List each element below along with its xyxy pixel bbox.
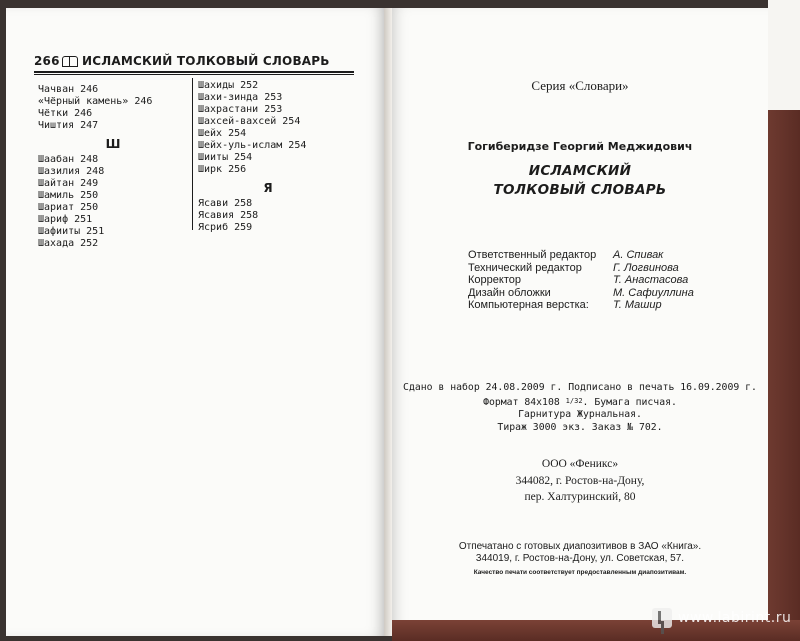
watermark [652, 608, 792, 632]
index-entry: Шамиль 250 [38, 190, 99, 201]
credit-role: Компьютерная верстка: [468, 299, 589, 312]
index-entry: Шахада 252 [38, 238, 99, 249]
index-entry: Ясавия 258 [198, 210, 259, 221]
book-title-line-1: ИСЛАМСКИЙ [528, 163, 632, 179]
index-entry: Шахсей-вахсей 254 [198, 116, 301, 127]
index-column-left [38, 84, 188, 250]
credit-name: Т. Машир [613, 299, 662, 312]
imprint-circulation: Тираж 3000 экз. Заказ № 702. [497, 421, 663, 433]
index-letter-heading: Ш [105, 137, 121, 151]
index-entry: Ширк 256 [198, 164, 247, 175]
imprint-format-fraction: 1/32 [565, 396, 583, 405]
credit-name: Т. Анастасова [613, 274, 689, 287]
series-name: Серия «Словари» [531, 78, 629, 93]
index-entry: Ясави 258 [198, 198, 253, 209]
credit-role: Ответственный редактор [468, 249, 597, 261]
index-letter-heading: Я [263, 181, 273, 195]
labirint-logo-icon [652, 608, 672, 628]
index-entry: Шариф 251 [38, 214, 93, 225]
index-entry: Шазилия 248 [38, 166, 105, 177]
index-entry: Шариат 250 [38, 202, 99, 213]
imprint-paper: . Бумага писчая. [582, 396, 677, 408]
header-rule [34, 71, 354, 73]
index-entry: Шейх-уль-ислам 254 [198, 140, 307, 151]
background-top-right [768, 0, 800, 110]
cover-edge [768, 110, 800, 641]
book-title [392, 162, 768, 200]
imprint-format-size: Формат 84х108 [483, 396, 560, 408]
credit-name: Г. Логвинова [613, 261, 679, 274]
credit-role: Дизайн обложки [468, 286, 551, 299]
book-gutter [384, 8, 392, 636]
open-book-icon [62, 56, 78, 67]
running-head [34, 54, 354, 70]
author-name: Гогиберидзе Георгий Меджидович [467, 140, 693, 153]
imprint-format [392, 395, 768, 410]
publisher-city: 344082, г. Ростов-на-Дону, [515, 474, 645, 487]
index-entry: Чётки 246 [38, 108, 93, 119]
imprint-block [392, 382, 768, 434]
running-head-title: ИСЛАМСКИЙ ТОЛКОВЫЙ СЛОВАРЬ [82, 54, 330, 68]
publisher-block [392, 456, 768, 506]
index-entry: «Чёрный камень» 246 [38, 96, 153, 107]
index-entry: Шейх 254 [198, 128, 247, 139]
index-entry: Чачван 246 [38, 84, 99, 95]
printer-line-2: 344019, г. Ростов-на-Дону, ул. Советская, 57. [475, 553, 685, 565]
print-quality-note: Качество печати соответствует предоставленным диапозитивам. [473, 569, 687, 576]
index-entry: Шайтан 249 [38, 178, 99, 189]
publisher-name: ООО «Феникс» [541, 458, 619, 470]
page-number: 266 [34, 54, 60, 68]
publisher-street: пер. Халтуринский, 80 [524, 491, 636, 503]
credit-name: М. Сафиуллина [613, 286, 694, 299]
imprint-typeface: Гарнитура Журнальная. [518, 409, 642, 421]
column-divider [192, 78, 193, 230]
index-entry: Чиштия 247 [38, 120, 99, 131]
book-title-line-2: ТОЛКОВЫЙ СЛОВАРЬ [493, 182, 667, 198]
credit-role: Технический редактор [468, 261, 582, 274]
index-entry: Шафииты 251 [38, 226, 105, 237]
index-entry: Шииты 254 [198, 152, 253, 163]
printer-line-1: Отпечатано с готовых диапозитивов в ЗАО «Книга». [458, 541, 702, 552]
header-rule-thin [34, 74, 354, 75]
index-entry: Ясриб 259 [198, 222, 253, 233]
index-entry: Шаабан 248 [38, 154, 99, 165]
imprint-dates: Сдано в набор 24.08.2009 г. Подписано в печать 16.09.2009 г. [403, 382, 757, 393]
index-entry: Шахрастани 253 [198, 104, 283, 115]
watermark-text: www.labirint.ru [678, 610, 792, 626]
printer-block [392, 541, 768, 566]
credit-role: Корректор [468, 274, 521, 287]
index-column-right [198, 80, 358, 234]
index-entry: Шахиды 252 [198, 80, 259, 91]
credit-name: А. Спивак [613, 249, 664, 261]
index-entry: Шахи-зинда 253 [198, 92, 283, 103]
